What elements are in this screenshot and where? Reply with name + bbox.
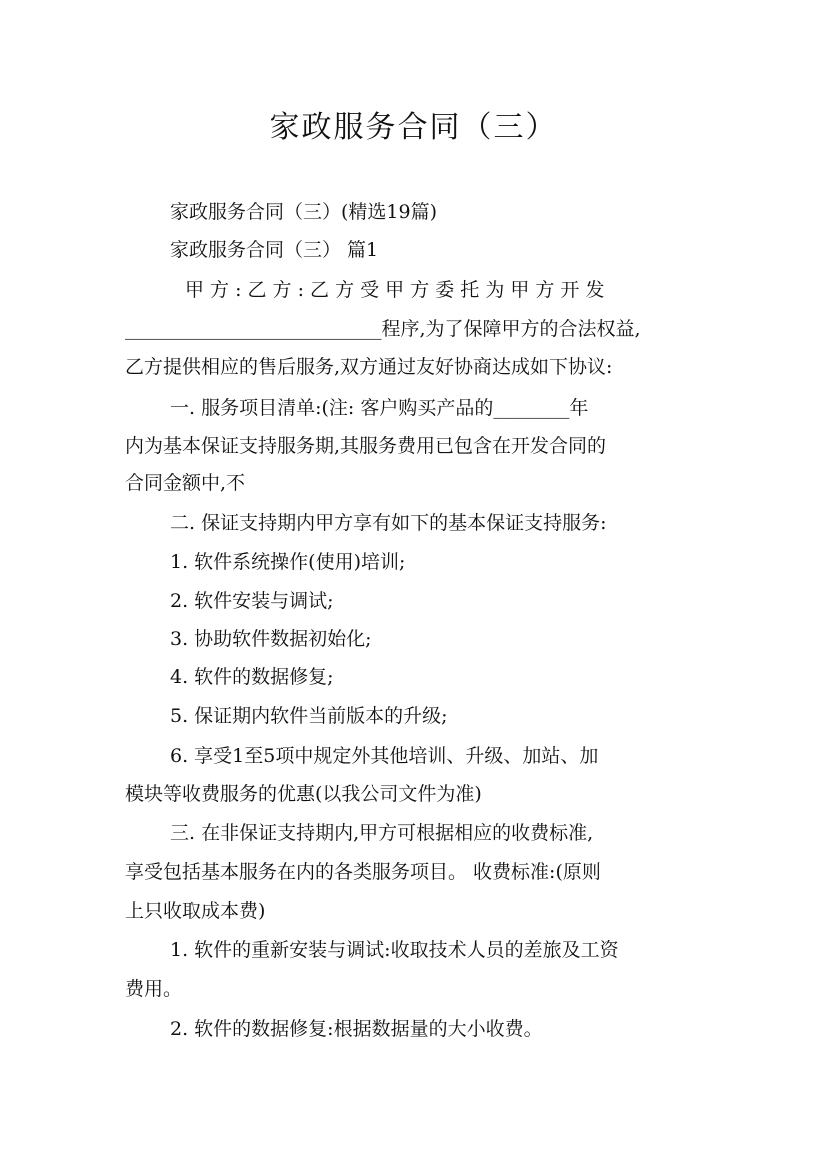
body-line: 乙方提供相应的售后服务,双方通过友好协商达成如下协议: bbox=[125, 356, 613, 378]
body-line: 享受包括基本服务在内的各类服务项目。 收费标准:(原则 bbox=[125, 861, 601, 883]
body-line: 上只收取成本费) bbox=[125, 900, 266, 922]
subtitle-line: 家政服务合同（三）(精选19篇) bbox=[170, 201, 438, 223]
list-item: 4. 软件的数据修复; bbox=[170, 666, 334, 688]
body-line: 合同金额中,不 bbox=[125, 472, 246, 494]
body-line: 费用。 bbox=[125, 978, 183, 1000]
body-line: ___________________________程序,为了保障甲方的合法权益, bbox=[125, 318, 641, 340]
body-line: 内为基本保证支持服务期,其服务费用已包含在开发合同的 bbox=[125, 435, 607, 457]
list-item: 2. 软件安装与调试; bbox=[170, 590, 334, 612]
list-item: 2. 软件的数据修复:根据数据量的大小收费。 bbox=[170, 1018, 543, 1040]
document-title: 家政服务合同（三） bbox=[269, 110, 558, 145]
clause-heading: 一. 服务项目清单:(注: 客户购买产品的________年 bbox=[170, 397, 589, 419]
list-item: 1. 软件的重新安装与调试:收取技术人员的差旅及工资 bbox=[170, 939, 619, 961]
body-line: 模块等收费服务的优惠(以我公司文件为准) bbox=[125, 783, 482, 805]
clause-heading: 三. 在非保证支持期内,甲方可根据相应的收费标准, bbox=[170, 822, 594, 844]
list-item: 5. 保证期内软件当前版本的升级; bbox=[170, 705, 448, 727]
list-item: 3. 协助软件数据初始化; bbox=[170, 628, 372, 650]
list-item: 1. 软件系统操作(使用)培训; bbox=[170, 551, 406, 573]
party-line: 甲 方 : 乙 方 : 乙 方 受 甲 方 委 托 为 甲 方 开 发 bbox=[185, 279, 605, 301]
section-heading: 家政服务合同（三） 篇1 bbox=[170, 239, 379, 261]
clause-heading: 二. 保证支持期内甲方享有如下的基本保证支持服务: bbox=[170, 512, 607, 534]
list-item: 6. 享受1至5项中规定外其他培训、升级、加站、加 bbox=[170, 745, 599, 767]
